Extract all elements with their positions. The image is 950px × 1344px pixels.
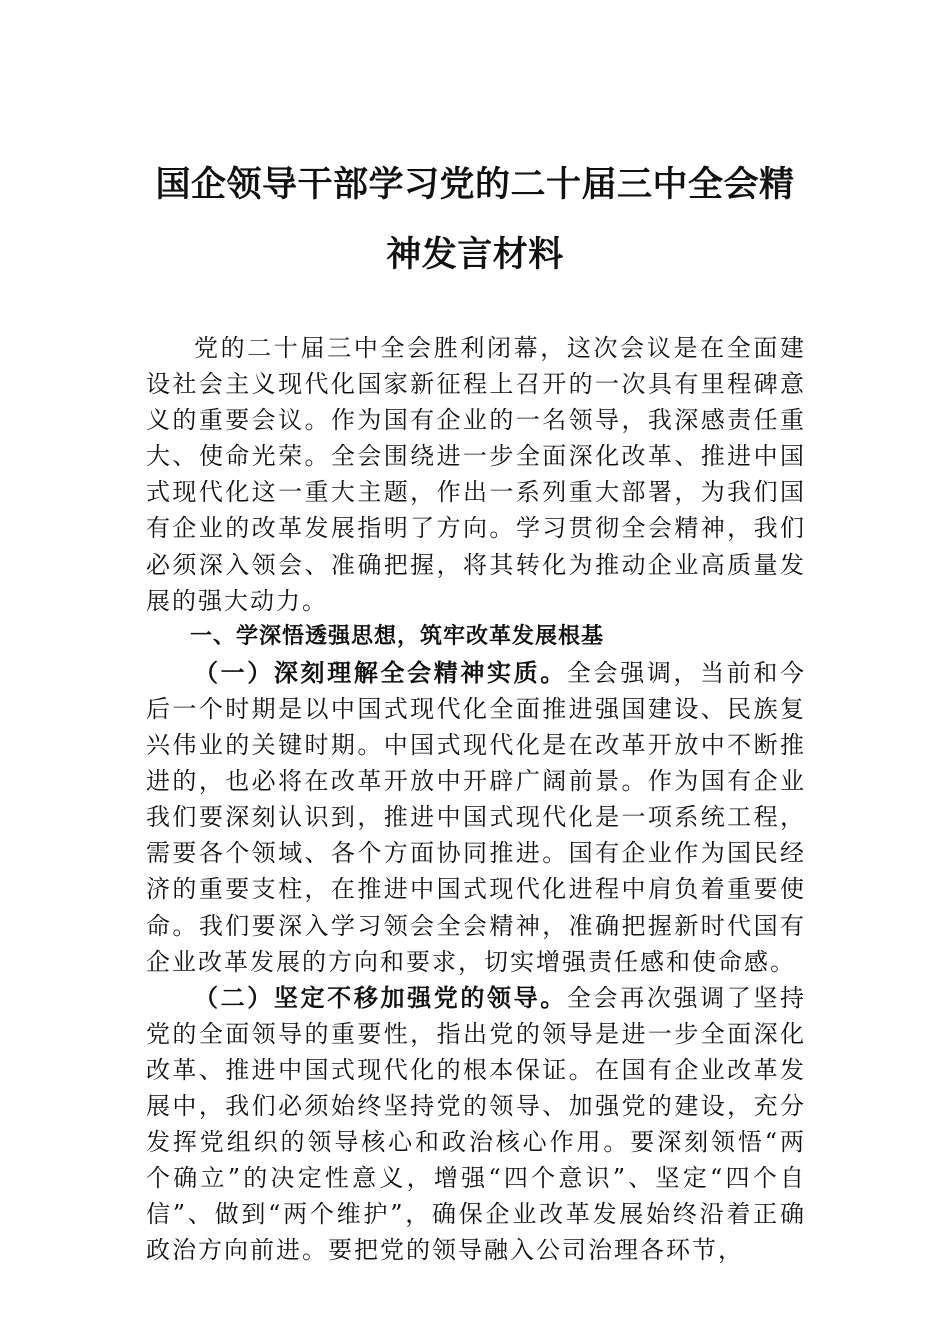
title-line-1: 国企领导干部学习党的二十届三中全会精	[155, 164, 795, 205]
point-2-body: 全会再次强调了坚持党的全面领导的重要性，指出党的领导是进一步全面深化改革、推进中国式现代化的根本保证。在国有企业改革发展中，我们必须始终坚持党的领导、加强党的建设，充分发挥党组织的领导核心和政治核心作用。要深刻领悟“两个确立”的决定性意义，增强“四个意识”、坚定“四个自信”、做到“两个维护”，确保企业改革发展始终沿着正确政治方向前进。要把党的领导融入公司治理各环节，	[146, 983, 807, 1265]
title-line-2: 神发言材料	[386, 234, 564, 275]
point-1-lead: （一）深刻理解全会精神实质。	[194, 657, 567, 687]
point-1-paragraph	[146, 655, 806, 980]
intro-paragraph: 党的二十届三中全会胜利闭幕，这次会议是在全面建设社会主义现代化国家新征程上召开的一次具有里程碑意义的重要会议。作为国有企业的一名领导，我深感责任重大、使命光荣。全会围绕进一步全面深化改革、推进中国式现代化这一重大主题，作出一系列重大部署，为我们国有企业的改革发展指明了方向。学习贯彻全会精神，我们必须深入领会、准确把握，将其转化为推动企业高质量发展的强大动力。	[146, 334, 806, 615]
point-1-body: 全会强调，当前和今后一个时期是以中国式现代化全面推进强国建设、民族复兴伟业的关键时期。中国式现代化是在改革开放中不断推进的，也必将在改革开放中开辟广阔前景。作为国有企业我们要深刻认识到，推进中国式现代化是一项系统工程，需要各个领域、各个方面协同推进。国有企业作为国民经济的重要支柱，在推进中国式现代化进程中肩负着重要使命。我们要深入学习领会全会精神，准确把握新时代国有企业改革发展的方向和要求，切实增强责任感和使命感。	[146, 658, 807, 976]
document-title	[140, 150, 810, 290]
document-body	[146, 330, 806, 1268]
point-2-lead: （二）坚定不移加强党的领导。	[194, 982, 567, 1012]
point-2-paragraph	[146, 980, 806, 1269]
section-heading-1: 一、学深悟透强思想，筑牢改革发展根基	[190, 623, 605, 649]
